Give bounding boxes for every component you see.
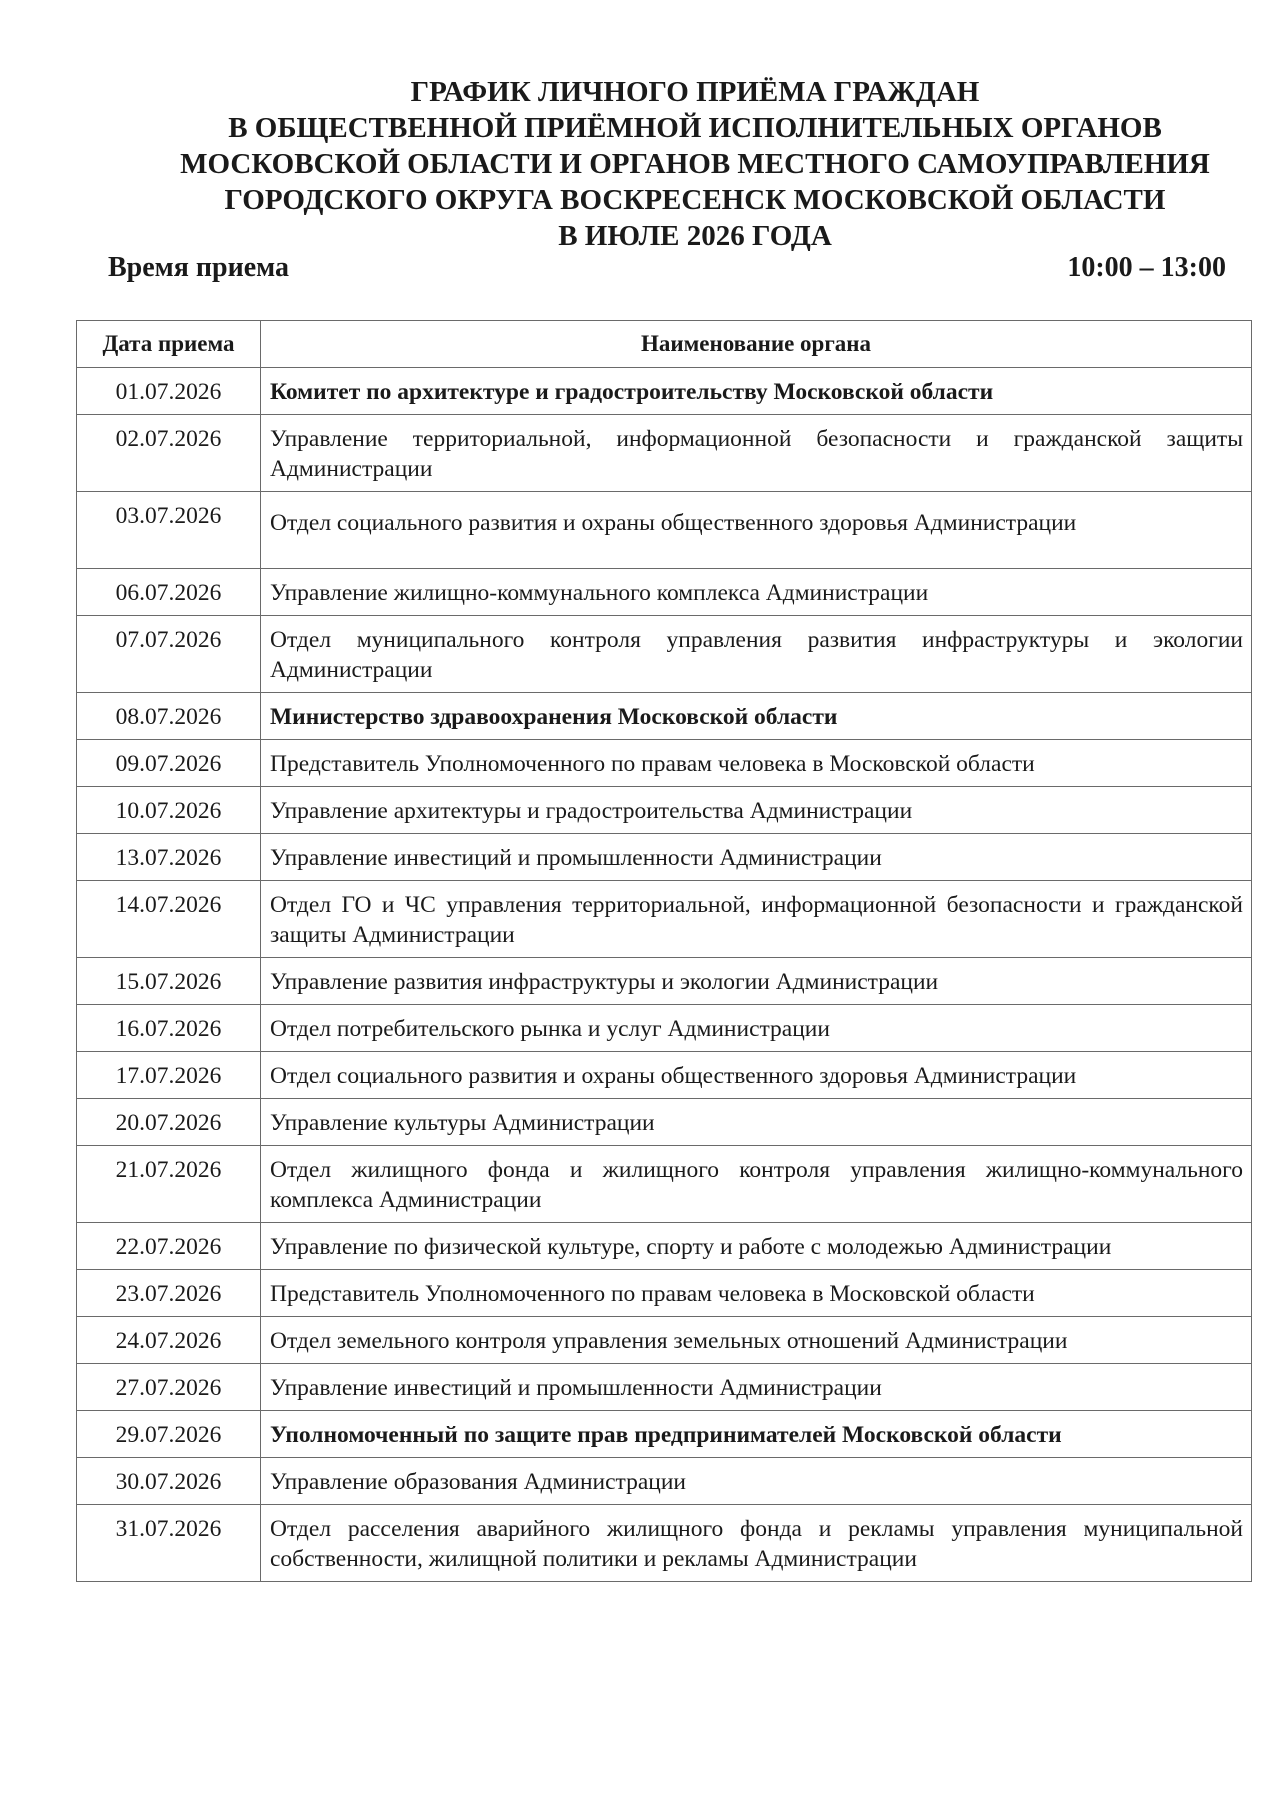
row-date: 22.07.2026 [77, 1223, 261, 1270]
row-organ-name: Отдел земельного контроля управления земельных отношений Администрации [261, 1317, 1252, 1364]
row-date: 20.07.2026 [77, 1099, 261, 1146]
table-header-row [77, 321, 1252, 368]
row-date: 13.07.2026 [77, 834, 261, 881]
column-header-name: Наименование органа [261, 321, 1252, 368]
row-organ-name: Управление образования Администрации [261, 1458, 1252, 1505]
row-organ-name: Управление инвестиций и промышленности Администрации [261, 834, 1252, 881]
row-date: 07.07.2026 [77, 616, 261, 693]
table-row [77, 787, 1252, 834]
table-row [77, 740, 1252, 787]
row-date: 30.07.2026 [77, 1458, 261, 1505]
table-row [77, 834, 1252, 881]
table-row [77, 1146, 1252, 1223]
row-organ-name: Управление архитектуры и градостроительства Администрации [261, 787, 1252, 834]
table-row [77, 616, 1252, 693]
row-date: 24.07.2026 [77, 1317, 261, 1364]
table-row [77, 1005, 1252, 1052]
title-line: ГРАФИК ЛИЧНОГО ПРИЁМА ГРАЖДАН [410, 76, 980, 108]
table-row [77, 1270, 1252, 1317]
reception-time-value: 10:00 – 13:00 [1067, 252, 1226, 283]
table-row [77, 1317, 1252, 1364]
row-organ-name: Управление развития инфраструктуры и экологии Администрации [261, 958, 1252, 1005]
table-row [77, 1099, 1252, 1146]
table-row [77, 693, 1252, 740]
table-row [77, 1505, 1252, 1582]
table-row [77, 1411, 1252, 1458]
table-row [77, 492, 1252, 569]
row-organ-name: Уполномоченный по защите прав предпринимателей Московской области [261, 1411, 1252, 1458]
table-row [77, 1364, 1252, 1411]
row-date: 27.07.2026 [77, 1364, 261, 1411]
row-organ-name: Комитет по архитектуре и градостроительству Московской области [261, 368, 1252, 415]
table-row [77, 1458, 1252, 1505]
row-date: 03.07.2026 [77, 492, 261, 569]
row-date: 06.07.2026 [77, 569, 261, 616]
title-line: ГОРОДСКОГО ОКРУГА ВОСКРЕСЕНСК МОСКОВСКОЙ ОБЛАСТИ [224, 184, 1166, 216]
row-date: 16.07.2026 [77, 1005, 261, 1052]
table-row [77, 881, 1252, 958]
row-date: 21.07.2026 [77, 1146, 261, 1223]
row-date: 01.07.2026 [77, 368, 261, 415]
row-organ-name: Министерство здравоохранения Московской области [261, 693, 1252, 740]
table-row [77, 1223, 1252, 1270]
table-row [77, 958, 1252, 1005]
row-organ-name: Отдел ГО и ЧС управления территориальной, информационной безопасности и гражданской защиты Администрации [261, 881, 1252, 958]
title-line: В ОБЩЕСТВЕННОЙ ПРИЁМНОЙ ИСПОЛНИТЕЛЬНЫХ ОРГАНОВ [228, 112, 1162, 144]
table-row [77, 415, 1252, 492]
document-title [140, 74, 1250, 254]
table-row [77, 368, 1252, 415]
row-organ-name: Представитель Уполномоченного по правам человека в Московской области [261, 1270, 1252, 1317]
row-organ-name: Отдел потребительского рынка и услуг Администрации [261, 1005, 1252, 1052]
row-organ-name: Управление инвестиций и промышленности Администрации [261, 1364, 1252, 1411]
row-organ-name: Управление по физической культуре, спорту и работе с молодежью Администрации [261, 1223, 1252, 1270]
row-date: 17.07.2026 [77, 1052, 261, 1099]
title-line: МОСКОВСКОЙ ОБЛАСТИ И ОРГАНОВ МЕСТНОГО САМОУПРАВЛЕНИЯ [180, 148, 1210, 180]
row-date: 02.07.2026 [77, 415, 261, 492]
row-date: 29.07.2026 [77, 1411, 261, 1458]
row-date: 31.07.2026 [77, 1505, 261, 1582]
column-header-date: Дата приема [77, 321, 261, 368]
reception-time-label: Время приема [108, 252, 290, 283]
row-organ-name: Отдел расселения аварийного жилищного фонда и рекламы управления муниципальной собственности, жилищной политики и рекламы Администрации [261, 1505, 1252, 1582]
row-date: 23.07.2026 [77, 1270, 261, 1317]
row-date: 08.07.2026 [77, 693, 261, 740]
row-date: 15.07.2026 [77, 958, 261, 1005]
schedule-table [76, 320, 1252, 1582]
row-organ-name: Отдел социального развития и охраны общественного здоровья Администрации [261, 492, 1252, 569]
row-organ-name: Отдел муниципального контроля управления развития инфраструктуры и экологии Администрации [261, 616, 1252, 693]
table-row [77, 1052, 1252, 1099]
row-date: 14.07.2026 [77, 881, 261, 958]
row-organ-name: Управление территориальной, информационной безопасности и гражданской защиты Администрации [261, 415, 1252, 492]
row-date: 10.07.2026 [77, 787, 261, 834]
row-organ-name: Отдел жилищного фонда и жилищного контроля управления жилищно-коммунального комплекса Администрации [261, 1146, 1252, 1223]
row-organ-name: Управление жилищно-коммунального комплекса Администрации [261, 569, 1252, 616]
row-organ-name: Управление культуры Администрации [261, 1099, 1252, 1146]
title-line: В ИЮЛЕ 2026 ГОДА [558, 220, 832, 252]
row-organ-name: Представитель Уполномоченного по правам человека в Московской области [261, 740, 1252, 787]
schedule-body [77, 368, 1252, 1582]
row-date: 09.07.2026 [77, 740, 261, 787]
reception-time [108, 250, 1226, 286]
table-row [77, 569, 1252, 616]
row-organ-name: Отдел социального развития и охраны общественного здоровья Администрации [261, 1052, 1252, 1099]
